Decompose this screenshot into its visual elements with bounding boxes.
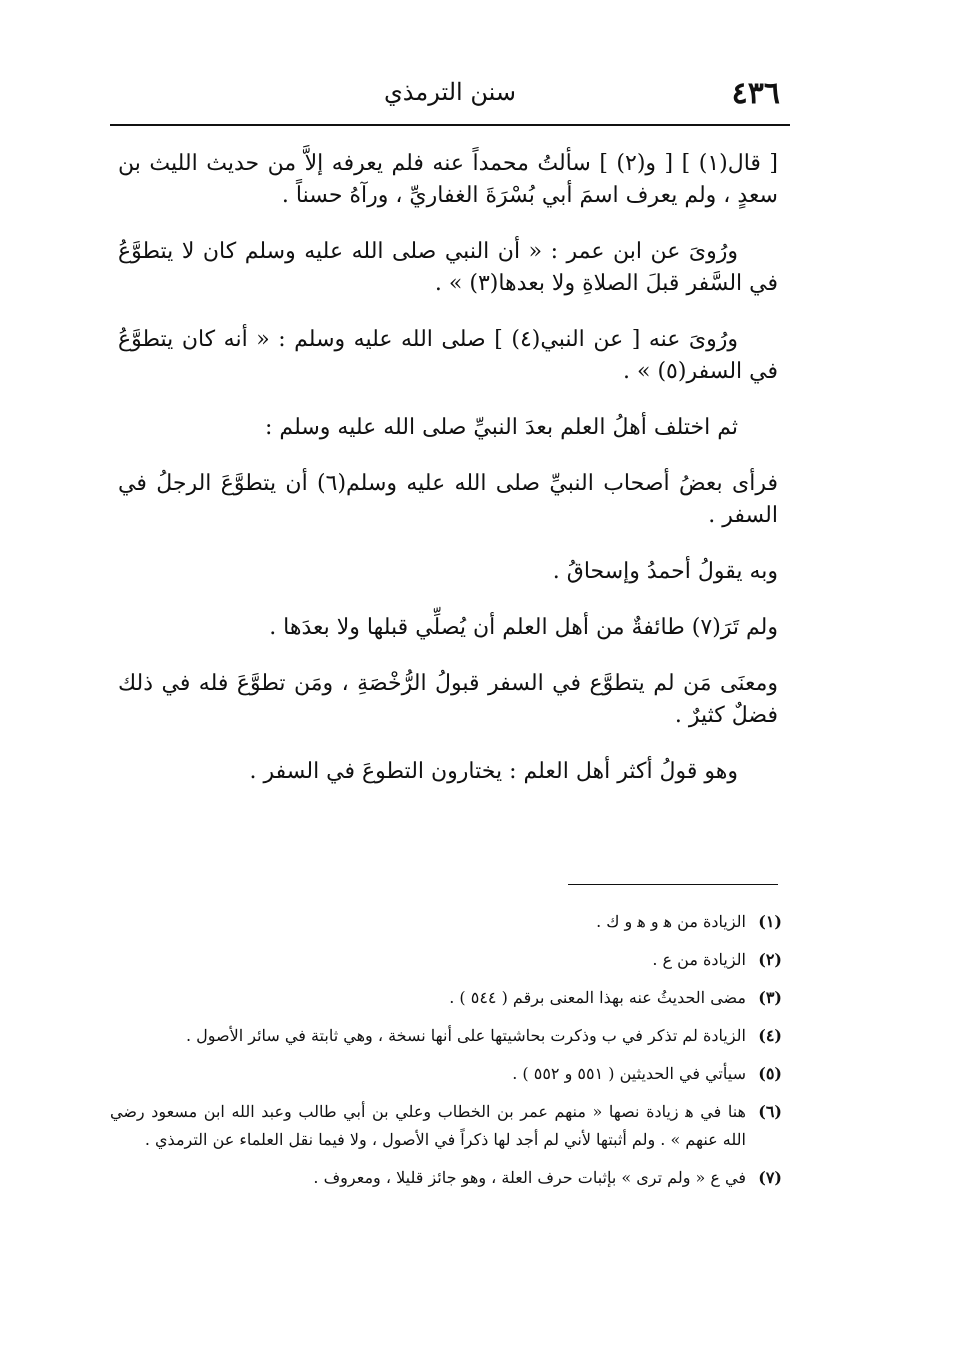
footnote — [110, 1060, 782, 1088]
paragraph: ولم تَرَ(٧) طائفةٌ من أهل العلم أن يُصلِّي قبلها ولا بعدَها . — [269, 615, 778, 640]
main-text — [118, 148, 778, 812]
footnote-number: (١) — [758, 912, 782, 931]
paragraph: وهو قولُ أكثر أهل العلم : يختارون التطوعَ في السفر . — [249, 759, 738, 784]
footnote-text: مضى الحديثُ عنه بهذا المعنى برقم ( ٥٤٤ ) . — [449, 988, 746, 1007]
footnotes — [110, 908, 782, 1202]
page-number: ٤٣٦ — [731, 76, 780, 111]
footnote — [110, 1098, 782, 1154]
footnote-text: سيأتي في الحديثين ( ٥٥١ و ٥٥٢ ) . — [512, 1064, 746, 1083]
paragraph: ورُوىَ عنه [ عن النبي(٤) ] صلى الله عليه وسلم : « أنه كان يتطوَّعُ في السفر(٥) » . — [118, 327, 778, 384]
footnote-text: في ع « ولم ترى » بإثبات حرف العلة ، وهو جائز قليلا ، ومعروف . — [313, 1168, 746, 1187]
footnote-number: (٦) — [758, 1102, 782, 1121]
paragraph: ثم اختلف أهلُ العلم بعدَ النبيِّ صلى الله عليه وسلم : — [265, 415, 738, 440]
footnote — [110, 1022, 782, 1050]
footnote-text: الزيادة من ع . — [652, 950, 746, 969]
footnote-text: هنا في ﻫ زيادة نصها « منهم عمر بن الخطاب وعلي بن أبي طالب وعبد الله ابن مسعود رضي الله عنهم » . ولم أثبتها لأني لم أجد لها ذكراً في الأصول ، ولا فيما نقل العلماء عن الترمذي . — [110, 1102, 746, 1149]
running-title: سنن الترمذي — [384, 78, 516, 106]
header-rule — [110, 124, 790, 126]
footnote — [110, 908, 782, 936]
footnote — [110, 946, 782, 974]
footnote-number: (٣) — [758, 988, 782, 1007]
paragraph: وبه يقولُ أحمدُ وإسحاقُ . — [552, 559, 778, 584]
footnote-number: (٧) — [758, 1168, 782, 1187]
page-header — [110, 72, 790, 112]
paragraph: فرأى بعضُ أصحاب النبيِّ صلى الله عليه وسلم(٦) أن يتطوَّعَ الرجلُ في السفر . — [118, 471, 778, 528]
footnote-separator — [568, 884, 778, 885]
footnote-number: (٤) — [758, 1026, 782, 1045]
footnote-text: الزيادة من ﻫ و ﻫ و ك . — [596, 912, 746, 931]
footnote — [110, 984, 782, 1012]
footnote-number: (٥) — [758, 1064, 782, 1083]
footnote-number: (٢) — [758, 950, 782, 969]
paragraph: ورُوىَ عن ابن عمر : « أن النبي صلى الله عليه وسلم كان لا يتطوَّعُ في السَّفر قبلَ الصلاةِ ولا بعدها(٣) » . — [118, 239, 778, 296]
footnote-text: الزيادة لم تذكر في ب وذكرت بحاشيتها على أنها نسخة ، وهي ثابتة في سائر الأصول . — [185, 1026, 746, 1045]
paragraph: [ قال(١) ] [ و(٢) ] سألتُ محمداً عنه فلم يعرفه إلاَّ من حديث الليث بن سعدٍ ، ولم يعرف اسمَ أبي بُسْرَةَ الغفاريِّ ، ورآهُ حسناً . — [118, 151, 779, 208]
footnote — [110, 1164, 782, 1192]
paragraph: ومعنَى مَن لم يتطوَّع في السفر قبولُ الرُّخْصَةِ ، ومَن تطوَّعَ فله في ذلك فضلٌ كثيرٌ . — [118, 671, 778, 728]
